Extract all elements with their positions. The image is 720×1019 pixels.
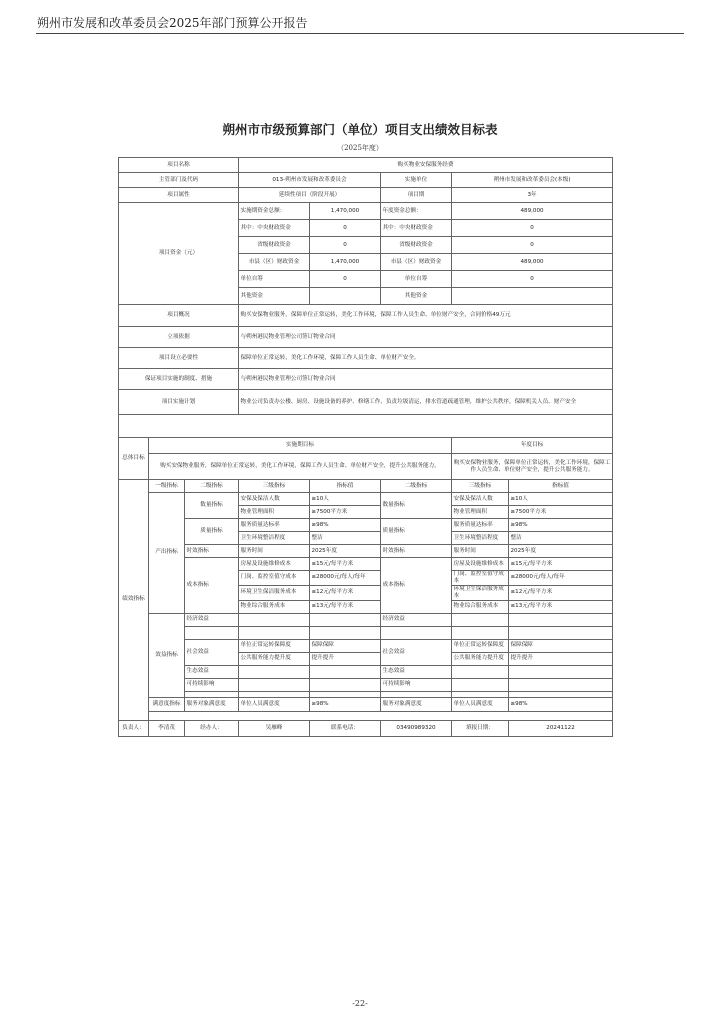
funds-row-value: 0 — [452, 220, 613, 237]
indicator-value: ≤15元/每平方米 — [310, 558, 381, 571]
funds-row-label: 省级财政资金 — [381, 237, 452, 254]
indicator: 安保及保洁人数 — [452, 493, 509, 506]
indicator-value: ≤15元/每平方米 — [509, 558, 613, 571]
indicator-value — [509, 626, 613, 639]
indicator — [452, 678, 509, 691]
funds-row-label: 省级财政资金 — [239, 237, 310, 254]
ecological-label: 生态效益 — [381, 665, 452, 678]
unit-label: 实施单位 — [381, 173, 452, 188]
plan-label: 项目实施计划 — [119, 390, 239, 415]
economic-label: 经济效益 — [381, 613, 452, 626]
indicator-value: ≥98% — [310, 519, 381, 532]
project-name-label: 项目名称 — [119, 158, 239, 173]
cost-label: 成本指标 — [381, 558, 452, 614]
perf-header-l3: 三级指标 — [452, 480, 509, 493]
indicator-value: 提升提升 — [509, 652, 613, 665]
indicator-value — [509, 613, 613, 626]
perf-label: 绩效指标 — [119, 480, 149, 721]
indicator-value: 保障保障 — [310, 639, 381, 652]
funds-row-value: 489,000 — [452, 254, 613, 271]
funds-row-label: 单位自筹 — [239, 271, 310, 288]
indicator: 单位人员满意度 — [239, 697, 310, 711]
attr-label: 项目属性 — [119, 188, 239, 203]
indicator-value: ≤13元/每平方米 — [310, 600, 381, 613]
goals-label: 总体目标 — [119, 438, 149, 480]
attr-value: 延续性项目（阶段开展） — [239, 188, 381, 203]
indicator: 单位正常运转保障度 — [239, 639, 310, 652]
funds-row-value: 0 — [310, 271, 381, 288]
indicator-value: ≥7500平方米 — [310, 506, 381, 519]
indicator-value: 整洁 — [310, 532, 381, 545]
phone-label: 联系电话： — [310, 720, 381, 736]
economic-label: 经济效益 — [185, 613, 239, 626]
indicator: 门岗、监控室值守成本 — [239, 571, 310, 586]
period-value: 3年 — [452, 188, 613, 203]
indicator-value: 2025年度 — [509, 545, 613, 558]
system-label: 保证项目实施的制度、措施 — [119, 369, 239, 390]
overview-value: 购买安保物业服务，保障单位正常运转，美化工作环境，保障工作人员生命、单位财产安全，合同价格49万元 — [239, 305, 613, 327]
service-sat-label: 服务对象满意度 — [185, 697, 239, 711]
indicator: 公共服务能力提升度 — [452, 652, 509, 665]
indicator — [239, 665, 310, 678]
indicator-value: ≥7500平方米 — [509, 506, 613, 519]
blank-row — [149, 711, 613, 720]
necessity-label: 项目设立必要性 — [119, 348, 239, 369]
funds-row-label: 年度资金总额： — [381, 203, 452, 220]
performance-target-table — [118, 157, 613, 737]
quality-label: 质量指标 — [185, 519, 239, 545]
indicator-value: ≤28000元/每人/每年 — [509, 571, 613, 586]
indicator-value: ≥98% — [509, 519, 613, 532]
indicator: 公共服务能力提升度 — [239, 652, 310, 665]
indicator-value: 整洁 — [509, 532, 613, 545]
plan-value: 物业公司负责办公楼、厨房、设施设备的养护、修缮工作，负责垃圾清运，排水管道疏通管理，维护公共秩序，保障机关人员、财产安全 — [239, 390, 613, 415]
satisfaction-label: 满意度指标 — [149, 697, 185, 711]
unit-value: 朔州市发展和改革委员会(本级) — [452, 173, 613, 188]
indicator — [239, 613, 310, 626]
indicator-value — [310, 626, 381, 639]
necessity-value: 保障单位正常运转，美化工作环境，保障工作人员生命、单位财产安全。 — [239, 348, 613, 369]
indicator-value: ≤28000元/每人/每年 — [310, 571, 381, 586]
indicator: 环境卫生保洁服务成本 — [452, 585, 509, 600]
page-header: 朔州市发展和改革委员会2025年部门预算公开报告 — [37, 16, 308, 30]
indicator: 卫生环境整洁程度 — [452, 532, 509, 545]
indicator: 物业管理面积 — [452, 506, 509, 519]
handler-name: 吴雁峰 — [239, 720, 310, 736]
perf-header-l2: 二级指标 — [185, 480, 239, 493]
indicator-value: 提升提升 — [310, 652, 381, 665]
indicator: 物业管理面积 — [239, 506, 310, 519]
indicator: 服务质量达标率 — [452, 519, 509, 532]
indicator-value: 保障保障 — [509, 639, 613, 652]
indicator — [452, 626, 509, 639]
sustain-label: 可持续影响 — [185, 678, 239, 691]
effect-label: 效益指标 — [149, 613, 185, 697]
table-year: （2025年度） — [337, 144, 383, 152]
quality-label: 质量指标 — [381, 519, 452, 545]
funds-row-label: 单位自筹 — [381, 271, 452, 288]
basis-value: 与朔州港民物业管理公司签订物业合同 — [239, 327, 613, 348]
indicator: 服务时间 — [452, 545, 509, 558]
header-divider — [36, 33, 684, 34]
economic-label — [381, 626, 452, 639]
indicator: 安保及保洁人数 — [239, 493, 310, 506]
indicator-value: ≥10人 — [509, 493, 613, 506]
date-label: 填报日期： — [452, 720, 509, 736]
funds-row-label: 其他资金 — [381, 288, 452, 305]
funds-row-label: 其他资金 — [239, 288, 310, 305]
economic-label — [185, 626, 239, 639]
sustain-label: 可持续影响 — [381, 678, 452, 691]
goals-left-value: 购买安保物业服务，保障单位正常运转，美化工作环境，保障工作人员生命、单位财产安全，提升公共服务能力。 — [149, 454, 452, 480]
indicator: 服务时间 — [239, 545, 310, 558]
indicator-value — [310, 678, 381, 691]
funds-row-value: 489,000 — [452, 203, 613, 220]
service-sat-label: 服务对象满意度 — [381, 697, 452, 711]
funds-row-value: 0 — [452, 271, 613, 288]
dept-label: 主管部门及代码 — [119, 173, 239, 188]
perf-header-l3: 三级指标 — [239, 480, 310, 493]
indicator: 环境卫生保洁服务成本 — [239, 585, 310, 600]
indicator: 物业综合服务成本 — [239, 600, 310, 613]
overview-label: 项目概况 — [119, 305, 239, 327]
indicator-value: ≤13元/每平方米 — [509, 600, 613, 613]
funds-row-label: 市县（区）财政资金 — [239, 254, 310, 271]
indicator-value: ≥98% — [310, 697, 381, 711]
indicator-value — [509, 678, 613, 691]
funds-row-value: 0 — [452, 237, 613, 254]
system-value: 与朔州港民物业管理公司签订物业合同 — [239, 369, 613, 390]
perf-header-value: 指标值 — [509, 480, 613, 493]
project-name-value: 购买物业安保服务经费 — [239, 158, 613, 173]
social-label: 社会效益 — [185, 639, 239, 665]
leader-label: 负责人： — [119, 720, 149, 736]
ecological-label: 生态效益 — [185, 665, 239, 678]
goals-right-value: 购买安保物业服务，保障单位正常运转，美化工作环境，保障工作人员生命、单位财产安全，提升公共服务能力。 — [452, 454, 613, 480]
quantity-label: 数量指标 — [381, 493, 452, 519]
indicator: 门岗、监控室值守成本 — [452, 571, 509, 586]
basis-label: 立项依据 — [119, 327, 239, 348]
funds-row-value: 1,470,000 — [310, 203, 381, 220]
indicator: 房屋及设施维修成本 — [239, 558, 310, 571]
indicator-value: 2025年度 — [310, 545, 381, 558]
indicator-value: ≥10人 — [310, 493, 381, 506]
timeliness-label: 时效指标 — [381, 545, 452, 558]
indicator-value — [509, 665, 613, 678]
indicator — [452, 613, 509, 626]
indicator — [239, 678, 310, 691]
page-number: -22- — [352, 999, 368, 1008]
indicator-value — [310, 613, 381, 626]
indicator — [239, 626, 310, 639]
handler-label: 经办人： — [185, 720, 239, 736]
period-label: 项目期 — [381, 188, 452, 203]
goals-left-header: 实施期目标 — [149, 438, 452, 454]
phone-value: 03490989320 — [381, 720, 452, 736]
indicator: 服务质量达标率 — [239, 519, 310, 532]
funds-row-label: 其中：中央财政资金 — [239, 220, 310, 237]
funds-row-value: 0 — [310, 237, 381, 254]
funds-label: 项目资金（元） — [119, 203, 239, 305]
indicator: 房屋及设施维修成本 — [452, 558, 509, 571]
quantity-label: 数量指标 — [185, 493, 239, 519]
table-title: 朔州市市级预算部门（单位）项目支出绩效目标表 — [222, 122, 498, 137]
blank-row — [119, 415, 613, 438]
timeliness-label: 时效指标 — [185, 545, 239, 558]
indicator-value — [310, 665, 381, 678]
funds-row-value: 0 — [310, 220, 381, 237]
date-value: 20241122 — [509, 720, 613, 736]
output-label: 产出指标 — [149, 493, 185, 614]
indicator: 单位人员满意度 — [452, 697, 509, 711]
indicator-value: ≤12元/每平方米 — [509, 585, 613, 600]
social-label: 社会效益 — [381, 639, 452, 665]
funds-row-label: 实施期资金总额： — [239, 203, 310, 220]
dept-value: 013-朔州市发展和改革委员会 — [239, 173, 381, 188]
indicator — [452, 665, 509, 678]
cost-label: 成本指标 — [185, 558, 239, 614]
funds-row-value — [452, 288, 613, 305]
funds-row-value: 1,470,000 — [310, 254, 381, 271]
perf-header-value: 指标值 — [310, 480, 381, 493]
goals-right-header: 年度目标 — [452, 438, 613, 454]
indicator: 单位正常运转保障度 — [452, 639, 509, 652]
indicator-value: ≤12元/每平方米 — [310, 585, 381, 600]
funds-row-value — [310, 288, 381, 305]
perf-header-l2: 二级指标 — [381, 480, 452, 493]
perf-header-l1: 一级指标 — [149, 480, 185, 493]
leader-name: 李清茂 — [149, 720, 185, 736]
funds-row-label: 市县（区）财政资金 — [381, 254, 452, 271]
indicator: 卫生环境整洁程度 — [239, 532, 310, 545]
indicator-value: ≥98% — [509, 697, 613, 711]
funds-row-label: 其中：中央财政资金 — [381, 220, 452, 237]
indicator: 物业综合服务成本 — [452, 600, 509, 613]
